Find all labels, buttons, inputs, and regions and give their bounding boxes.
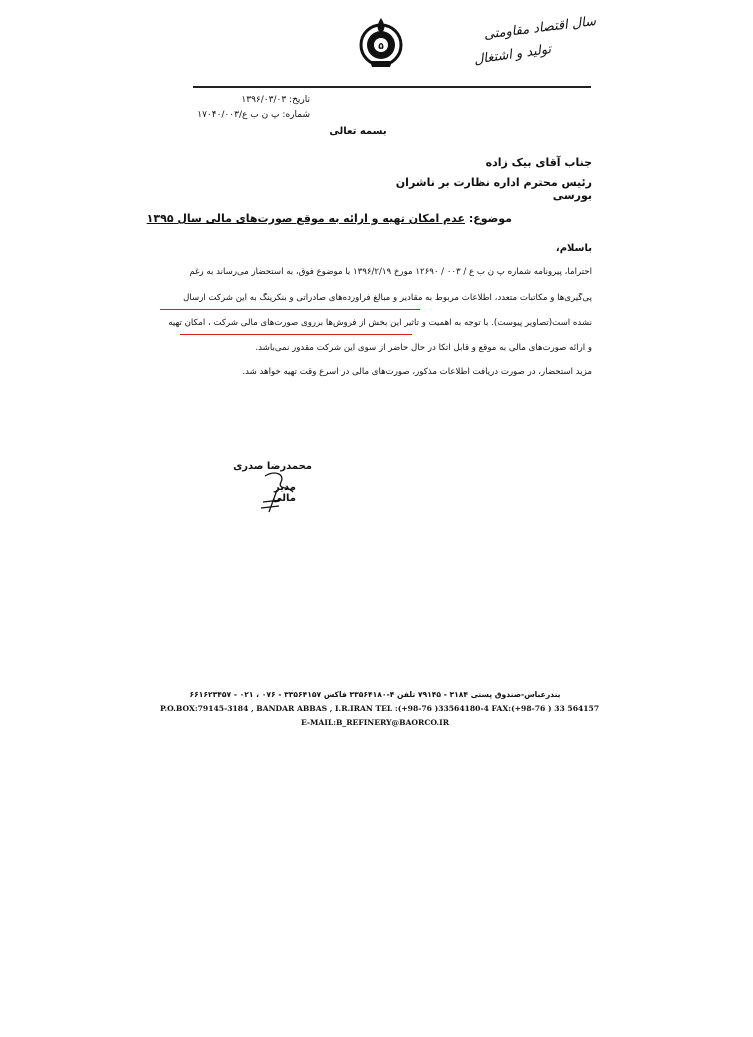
body-line-1: احتراماً، پیرونامه شماره پ ن ب ع / ۰۰۳ / ۱۲۶۹۰ مورخ ۱۳۹۶/۲/۱۹ با موضوع فوق، به استحضار می‌رساند به رغم [189,267,592,277]
recipient-name: جناب آقای بیک زاده [485,156,592,169]
signatory-title: مدیر مالی [272,482,296,504]
body-line-5: مزید استحضار، در صورت دریافت اطلاعات مذکور، صورت‌های مالی در اسرع وقت تهیه خواهد شد. [242,367,592,377]
company-logo [350,12,412,74]
besmellah-heading: بسمه تعالی [329,126,387,137]
body-line-3: نشده است(تصاویر پیوست). با توجه به اهمیت و تأثیر این بخش از فروش‌ها برروی صورت‌های مالی شرکت ، امکان تهیه [168,318,592,328]
number-label: شماره: [282,110,310,120]
subject-text: عدم امکان تهیه و ارائه به موقع صورت‌های مالی سال ۱۳۹۵ [146,212,465,225]
date-label: تاریخ: [289,95,310,105]
number-value: پ ن ب ع/۱۷۰۴۰/۰۰۳ [197,110,280,120]
svg-text:۵: ۵ [378,42,384,52]
footer-address-en: P.O.BOX:79145-3184 , BANDAR ABBAS , I.R.IRAN TEL :(+98-76 )33564180-4 FAX:(+98-76 ) 33 564157 [160,704,600,713]
body-line-2: پی‌گیری‌ها و مکاتبات متعدد، اطلاعات مربوط به مقادیر و مبالغ فرآورده‌های صادراتی و بنکرینگ به این شرکت ارسال [183,293,592,303]
letter-number [197,110,310,120]
greeting: باسلام، [555,243,592,254]
handwritten-signature [255,468,305,514]
slogan-line-1: سال اقتصاد مقاومتی [482,14,597,43]
slogan-line-2: تولید و اشتغال [473,42,553,68]
signatory-name: محمدرضا صدری [233,461,312,472]
footer-email: E-MAIL:B_REFINERY@BAORCO.IR [300,718,450,727]
red-highlight-underline [180,334,412,335]
footer-address-fa: بندرعباس-صندوق پستی ۳۱۸۴ - ۷۹۱۴۵ تلفن ۴-۳۳۵۶۴۱۸۰ فاکس ۳۳۵۶۴۱۵۷ - ۰۷۶ ، ۰۲۱ - ۶۶۱۶۲۳۴۵۷ [189,690,561,699]
letter-date [200,95,310,105]
date-value: ۱۳۹۶/۰۳/۰۳ [241,95,287,105]
subject-line [146,212,512,225]
subject-label: موضوع: [468,212,512,225]
header-divider [193,86,591,88]
recipient-title: رئیس محترم اداره نظارت بر ناشران بورسی [395,176,592,202]
body-line-4: و ارائه صورت‌های مالی به موقع و قابل اتکا در حال حاضر از سوی این شرکت مقدور نمی‌باشد. [255,343,592,353]
red-highlight-underline [160,309,420,310]
